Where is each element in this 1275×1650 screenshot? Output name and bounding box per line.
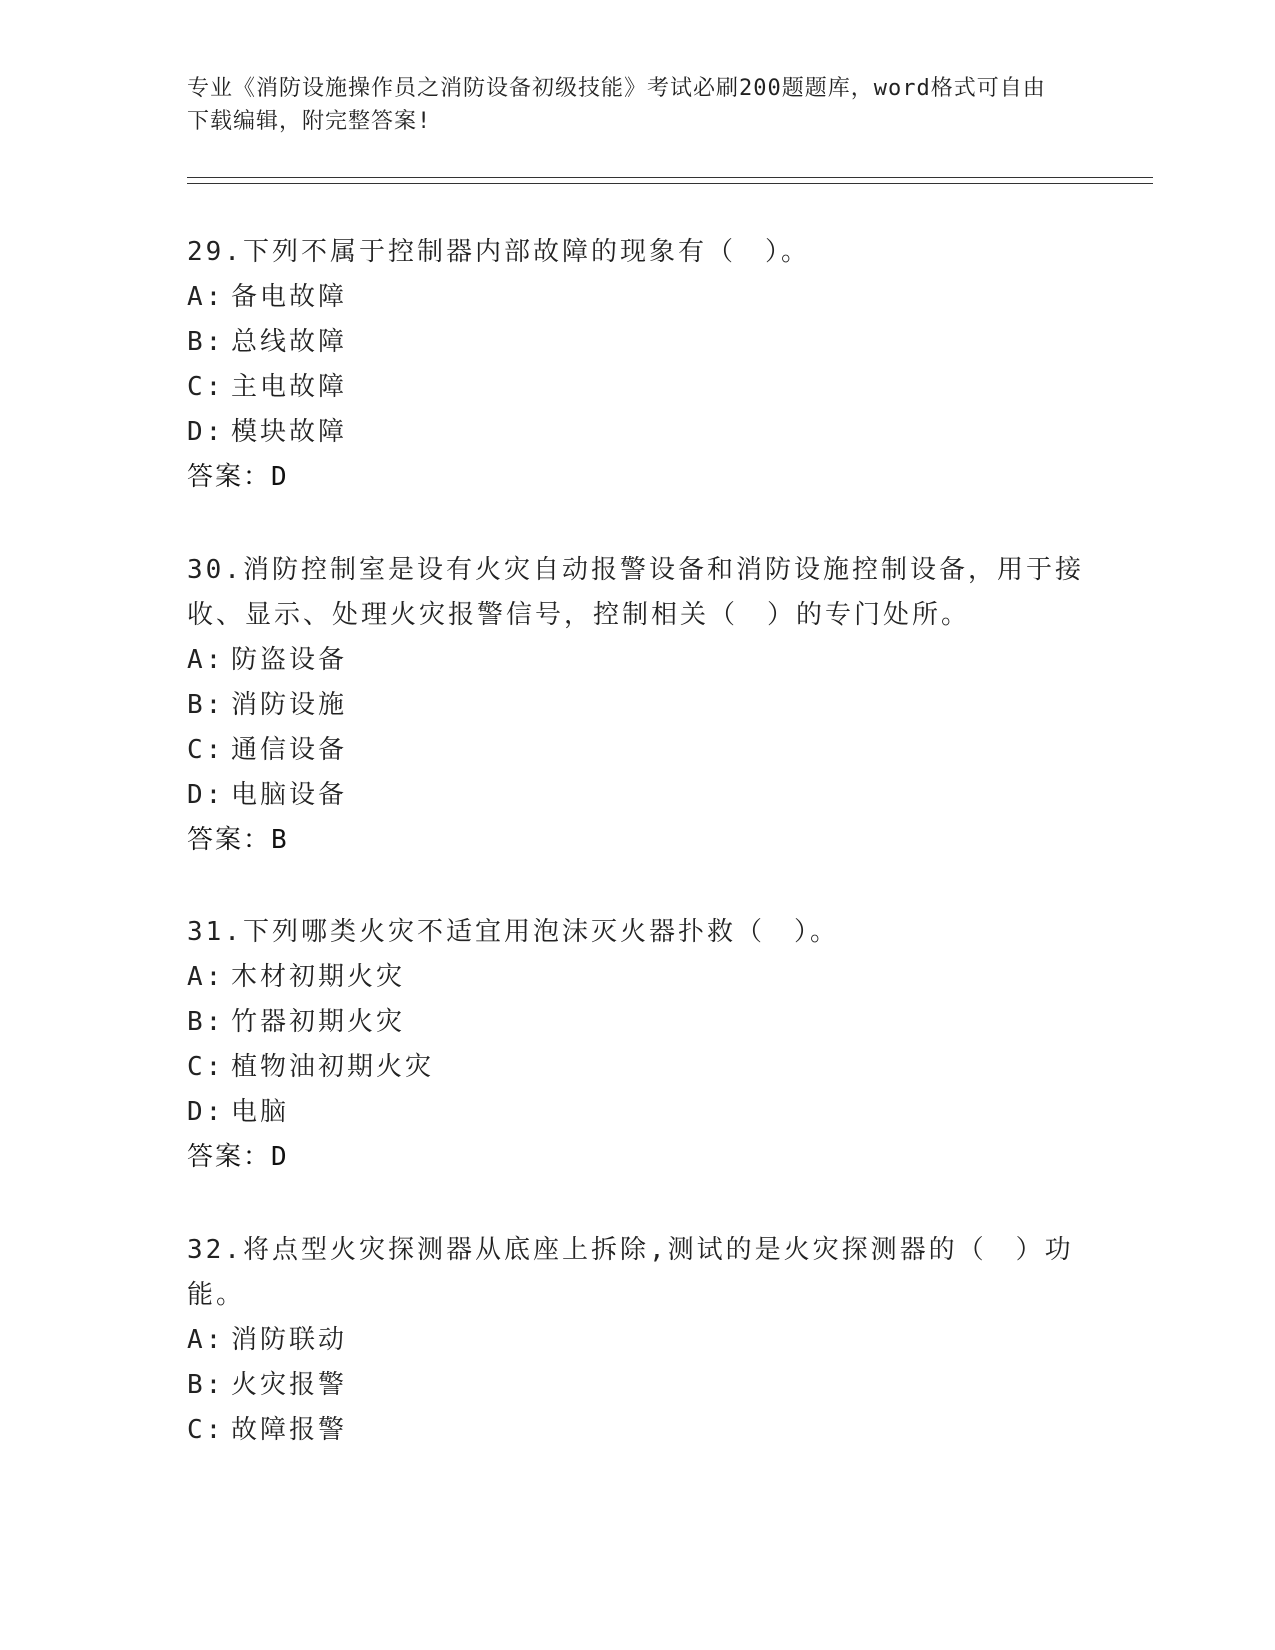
- option-text: 防盗设备: [231, 645, 348, 675]
- option-d: [187, 410, 1087, 455]
- document-header: 专业《消防设施操作员之消防设备初级技能》考试必刷200题题库，word格式可自由下载编辑，附完整答案!: [187, 76, 1046, 134]
- question-31: [187, 910, 1087, 1180]
- answer-label: 答案：: [187, 462, 272, 492]
- option-text: 电脑设备: [231, 780, 348, 810]
- header-divider: [187, 177, 1153, 184]
- question-29: [187, 230, 1087, 500]
- option-text: 总线故障: [231, 327, 348, 357]
- option-letter: C:: [187, 1052, 225, 1082]
- option-letter: A:: [187, 645, 225, 675]
- option-text: 故障报警: [231, 1415, 348, 1445]
- option-c: [187, 728, 1087, 773]
- option-text: 备电故障: [231, 282, 348, 312]
- option-letter: A:: [187, 962, 225, 992]
- option-letter: D:: [187, 780, 225, 810]
- question-stem: 30.消防控制室是设有火灾自动报警设备和消防设施控制设备，用于接收、显示、处理火灾报警信号，控制相关（ ）的专门处所。: [187, 555, 1084, 630]
- option-text: 竹器初期火灾: [231, 1007, 406, 1037]
- option-letter: B:: [187, 1370, 225, 1400]
- option-text: 主电故障: [231, 372, 348, 402]
- option-letter: B:: [187, 1007, 225, 1037]
- option-text: 消防联动: [231, 1325, 348, 1355]
- question-stem: 29.下列不属于控制器内部故障的现象有（ ）。: [187, 237, 810, 267]
- option-d: [187, 773, 1087, 818]
- option-letter: B:: [187, 690, 225, 720]
- option-letter: D:: [187, 1097, 225, 1127]
- answer-label: 答案：: [187, 825, 272, 855]
- option-b: [187, 320, 1087, 365]
- answer-line: [187, 1135, 1087, 1180]
- question-30: [187, 548, 1087, 863]
- answer-value: D: [271, 462, 288, 492]
- option-a: [187, 638, 1087, 683]
- option-letter: D:: [187, 417, 225, 447]
- option-a: [187, 275, 1087, 320]
- option-letter: C:: [187, 372, 225, 402]
- option-letter: A:: [187, 1325, 225, 1355]
- option-letter: B:: [187, 327, 225, 357]
- option-c: [187, 365, 1087, 410]
- answer-label: 答案：: [187, 1142, 272, 1172]
- answer-line: [187, 818, 1087, 863]
- option-text: 木材初期火灾: [231, 962, 406, 992]
- option-b: [187, 1363, 1087, 1408]
- option-text: 消防设施: [231, 690, 348, 720]
- option-text: 模块故障: [231, 417, 348, 447]
- question-stem: 31.下列哪类火灾不适宜用泡沫灭火器扑救（ ）。: [187, 917, 839, 947]
- option-b: [187, 1000, 1087, 1045]
- option-c: [187, 1408, 1087, 1453]
- question-32: [187, 1228, 1087, 1453]
- option-b: [187, 683, 1087, 728]
- question-stem: 32.将点型火灾探测器从底座上拆除,测试的是火灾探测器的（ ）功能。: [187, 1235, 1074, 1310]
- answer-value: B: [271, 825, 288, 855]
- answer-line: [187, 455, 1087, 500]
- option-text: 火灾报警: [231, 1370, 348, 1400]
- option-text: 电脑: [231, 1097, 290, 1127]
- option-text: 通信设备: [231, 735, 348, 765]
- option-a: [187, 1318, 1087, 1363]
- answer-value: D: [271, 1142, 288, 1172]
- option-letter: A:: [187, 282, 225, 312]
- option-text: 植物油初期火灾: [231, 1052, 435, 1082]
- option-letter: C:: [187, 1415, 225, 1445]
- option-c: [187, 1045, 1087, 1090]
- option-a: [187, 955, 1087, 1000]
- option-d: [187, 1090, 1087, 1135]
- option-letter: C:: [187, 735, 225, 765]
